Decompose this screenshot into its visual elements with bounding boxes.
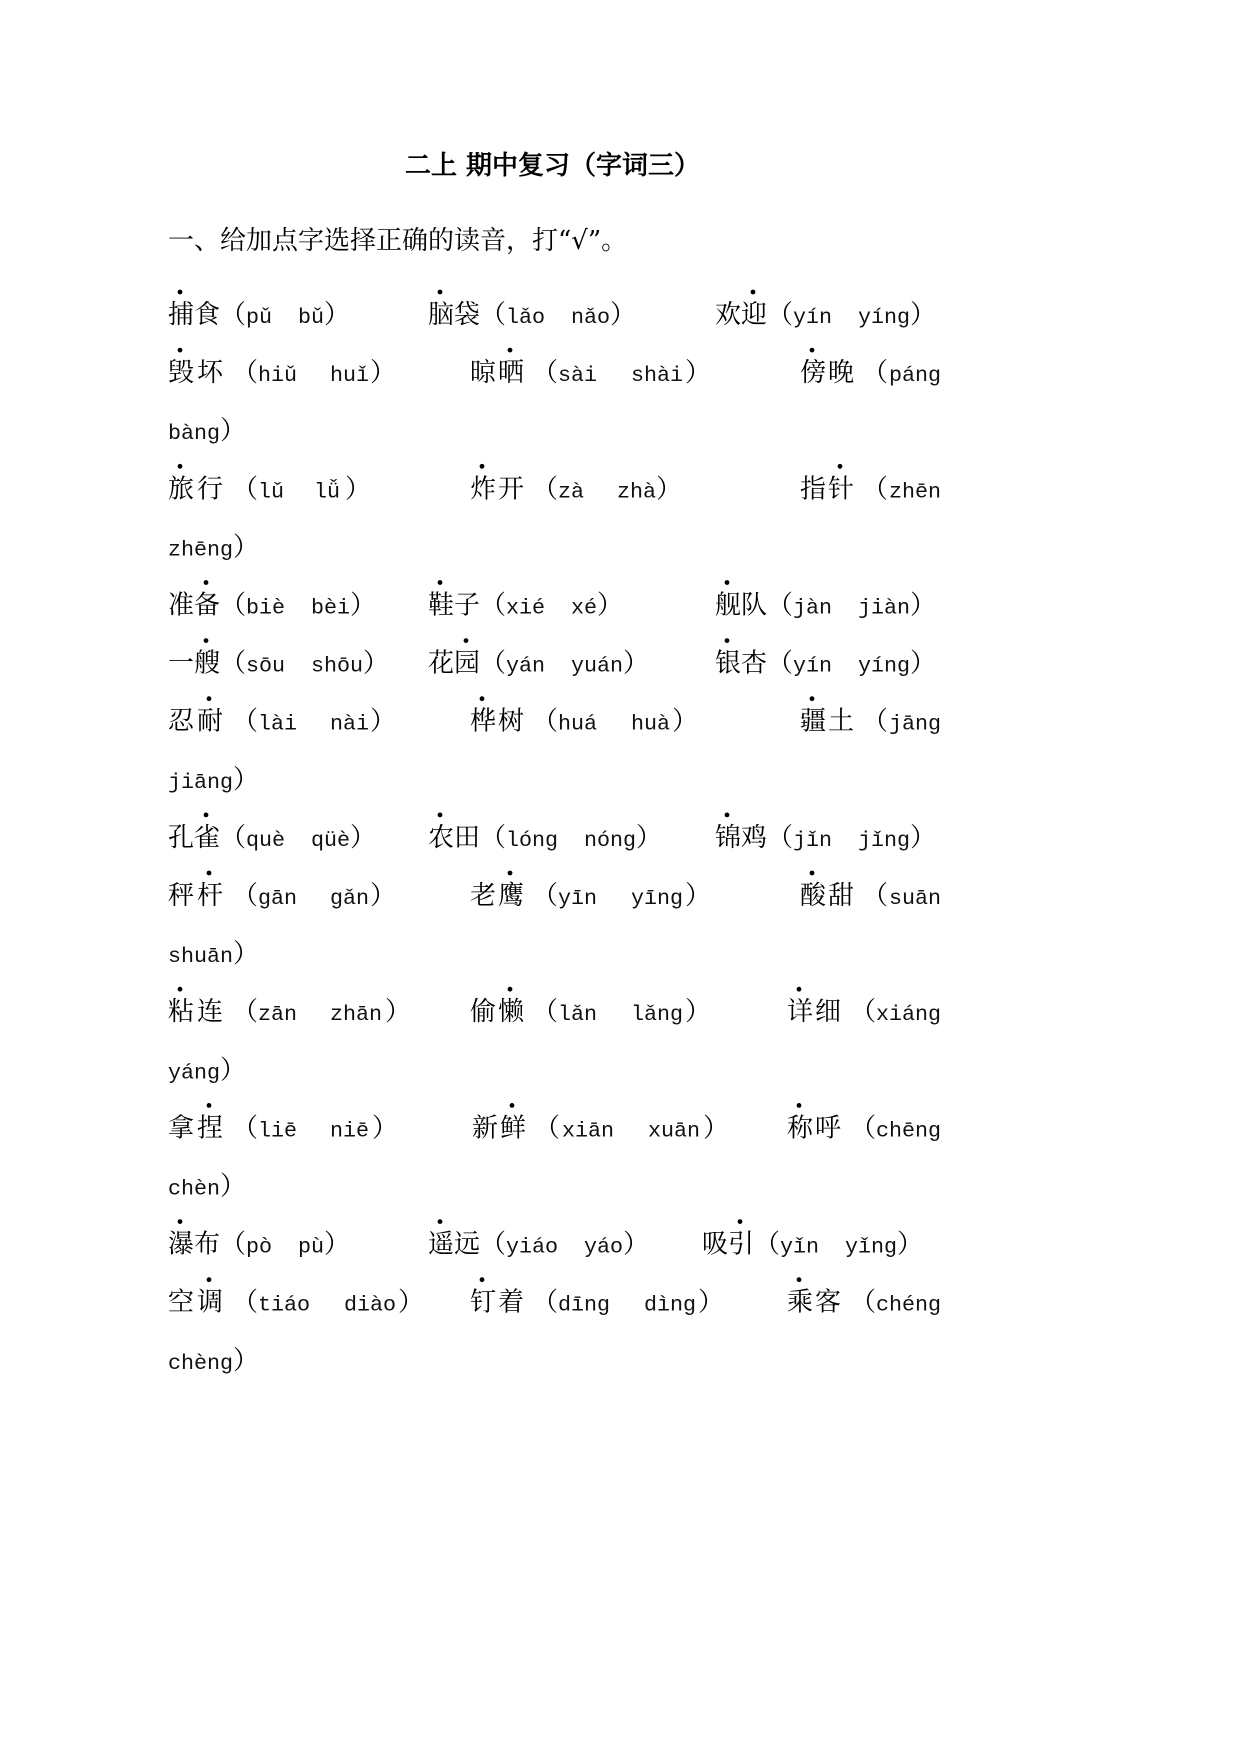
emphasis-dot: [438, 580, 443, 585]
pinyin-item: [470, 696, 698, 736]
paren-open: （: [532, 881, 559, 911]
pinyin-item: [428, 580, 623, 620]
pinyin-option: yuán: [571, 653, 624, 679]
emphasis-dot: [438, 813, 443, 818]
pinyin-option: dìng: [644, 1292, 697, 1318]
word-character: 远: [454, 1229, 481, 1260]
dotted-character: 园: [454, 648, 481, 679]
paren-close: ）: [597, 590, 624, 621]
paren-close: ）: [385, 997, 412, 1028]
dotted-character: 引: [728, 1229, 755, 1260]
word-character: 队: [741, 590, 768, 621]
pinyin-option: yáo: [584, 1234, 624, 1260]
pinyin-item: [428, 638, 649, 678]
emphasis-dot: [838, 464, 843, 469]
paren-open: （: [534, 1113, 561, 1144]
paren-close: ）: [233, 764, 260, 795]
pinyin-option: jǐn: [793, 827, 833, 853]
paren-close: ）: [897, 1229, 924, 1260]
pinyin-option: lǎn: [558, 1002, 598, 1028]
pinyin-option: páng: [889, 363, 942, 389]
pinyin-item: [168, 580, 376, 620]
word-character: 连: [197, 997, 224, 1028]
emphasis-dot: [508, 348, 513, 353]
paren-close: ）: [910, 590, 937, 621]
pinyin-option: chēng: [876, 1118, 942, 1144]
pinyin-option: jǐng: [858, 827, 911, 853]
emphasis-dot: [204, 580, 209, 585]
paren-close: ）: [350, 590, 377, 621]
word-character: 树: [498, 706, 525, 737]
pinyin-item: [470, 987, 711, 1027]
paren-open: （: [862, 706, 889, 737]
emphasis-dot: [810, 871, 815, 876]
pinyin-option: zà: [558, 479, 585, 505]
pinyin-item: [702, 1219, 923, 1259]
emphasis-dot: [797, 987, 802, 992]
paren-close: ）: [910, 822, 937, 853]
pinyin-option: sài: [558, 363, 598, 389]
paren-open: （: [232, 358, 259, 389]
word-character: 空: [168, 1287, 195, 1318]
pinyin-option: yíng: [858, 305, 911, 330]
paren-close: ）: [610, 300, 637, 330]
pinyin-option: niē: [330, 1118, 370, 1144]
paren-close: ）: [350, 822, 377, 853]
dotted-character: 耐: [197, 706, 224, 737]
pinyin-item: [715, 638, 936, 678]
pinyin-option: suān: [889, 886, 942, 911]
paren-close: ）: [324, 1229, 351, 1260]
paren-open: （: [232, 1287, 259, 1318]
paren-close: ）: [685, 358, 712, 389]
pinyin-option: jiāng: [168, 769, 234, 795]
paren-close: ）: [372, 1113, 399, 1144]
emphasis-dot: [204, 638, 209, 643]
dotted-character: 鹰: [498, 881, 525, 911]
emphasis-dot: [797, 1103, 802, 1108]
pinyin-option: xé: [571, 595, 598, 621]
paren-close: ）: [910, 300, 937, 330]
paren-open: （: [220, 1229, 247, 1260]
pinyin-option: nǎo: [571, 305, 611, 330]
paren-close: ）: [363, 648, 390, 679]
pinyin-option: bǔ: [298, 305, 325, 330]
emphasis-dot: [464, 638, 469, 643]
paren-open: （: [850, 1113, 877, 1144]
paren-open: （: [220, 822, 247, 853]
word-character: 老: [470, 881, 497, 911]
dotted-character: 遥: [428, 1229, 455, 1260]
pinyin-item: [470, 348, 711, 388]
dotted-character: 脑: [428, 300, 455, 330]
emphasis-dot: [508, 871, 513, 876]
paren-open: （: [532, 358, 559, 389]
paren-close: ）: [685, 997, 712, 1028]
dotted-character: 乘: [787, 1287, 814, 1318]
paren-close: ）: [370, 881, 397, 911]
dotted-character: 捕: [168, 300, 195, 330]
dotted-character: 鲜: [500, 1113, 527, 1144]
paren-open: （: [480, 822, 507, 853]
paren-close: ）: [910, 648, 937, 679]
word-character: 晚: [828, 358, 855, 389]
paren-open: （: [754, 1229, 781, 1260]
paren-close: ）: [623, 1229, 650, 1260]
pinyin-item: [715, 580, 936, 620]
dotted-character: 艘: [194, 648, 221, 679]
dotted-character: 农: [428, 822, 455, 853]
word-character: 新: [472, 1113, 499, 1144]
word-character: 行: [197, 474, 224, 505]
paren-open: （: [850, 997, 877, 1028]
pinyin-option: gǎn: [330, 886, 370, 911]
emphasis-dot: [207, 696, 212, 701]
pinyin-option: nóng: [584, 827, 637, 853]
pinyin-option: pù: [298, 1234, 325, 1260]
pinyin-option: jàn: [793, 595, 833, 621]
paren-close: ）: [698, 1287, 725, 1318]
word-character: 指: [800, 474, 827, 505]
pinyin-item: [428, 1219, 649, 1259]
emphasis-dot: [738, 1219, 743, 1224]
paren-close: ）: [220, 1171, 247, 1202]
pinyin-item: [168, 987, 411, 1027]
word-character: 花: [428, 648, 455, 679]
pinyin-item: [168, 813, 376, 853]
pinyin-option: yáng: [168, 1060, 221, 1086]
dotted-character: 杆: [197, 881, 224, 911]
pinyin-option: huá: [558, 711, 598, 737]
pinyin-option: pǔ: [246, 305, 273, 330]
pinyin-option: chéng: [876, 1292, 942, 1318]
pinyin-item: [168, 1219, 350, 1259]
dotted-character: 锦: [715, 822, 742, 853]
pinyin-option: sōu: [246, 653, 286, 679]
dotted-character: 钉: [470, 1287, 497, 1318]
pinyin-option: qüè: [311, 827, 351, 853]
emphasis-dot: [178, 987, 183, 992]
pinyin-option: diào: [344, 1292, 397, 1318]
emphasis-dot: [810, 696, 815, 701]
emphasis-dot: [178, 290, 183, 295]
paren-close: ）: [370, 706, 397, 737]
dotted-character: 舰: [715, 590, 742, 621]
pinyin-option: yán: [506, 653, 546, 679]
pinyin-option: lài: [258, 711, 298, 737]
pinyin-option: xiáng: [876, 1002, 942, 1028]
paren-close: ）: [324, 300, 351, 330]
word-character: 食: [194, 300, 221, 330]
pinyin-option: zhēng: [168, 537, 234, 563]
word-character: 准: [168, 590, 195, 621]
paren-open: （: [767, 590, 794, 621]
pinyin-option: chèng: [168, 1350, 234, 1376]
paren-close: ）: [685, 881, 712, 911]
dotted-character: 捏: [197, 1113, 224, 1144]
paren-open: （: [232, 997, 259, 1028]
word-character: 吸: [702, 1229, 729, 1260]
emphasis-dot: [725, 813, 730, 818]
word-character: 晾: [470, 358, 497, 389]
pinyin-option: xiān: [562, 1118, 615, 1144]
emphasis-dot: [480, 464, 485, 469]
dotted-character: 鞋: [428, 590, 455, 621]
pinyin-item: [470, 1277, 724, 1317]
emphasis-dot: [438, 1219, 443, 1224]
pinyin-option: tiáo: [258, 1292, 311, 1318]
word-character: 呼: [815, 1113, 842, 1144]
emphasis-dot: [797, 1277, 802, 1282]
pinyin-option: lǎng: [631, 1002, 684, 1028]
pinyin-option: xuān: [648, 1118, 701, 1144]
pinyin-option: shuān: [168, 944, 234, 970]
word-character: 秤: [168, 881, 195, 911]
emphasis-dot: [508, 987, 513, 992]
pinyin-item: [470, 464, 682, 504]
paren-close: ）: [398, 1287, 425, 1318]
word-character: 欢: [715, 300, 742, 330]
paren-open: （: [862, 881, 889, 911]
pinyin-item: [168, 290, 350, 330]
pinyin-option: yǐng: [845, 1234, 898, 1260]
pinyin-item: [168, 696, 396, 736]
pinyin-option: pò: [246, 1234, 273, 1260]
pinyin-option: yǐn: [780, 1234, 820, 1260]
paren-close: ）: [220, 1055, 247, 1086]
paren-open: （: [532, 474, 559, 505]
word-character: 袋: [454, 300, 481, 330]
paren-open: （: [220, 300, 247, 330]
pinyin-option: shài: [631, 363, 684, 389]
pinyin-option: chèn: [168, 1176, 221, 1202]
word-character: 布: [194, 1229, 221, 1260]
pinyin-item: [715, 290, 936, 330]
paren-close: ）: [636, 822, 663, 853]
dotted-character: 详: [787, 997, 814, 1028]
paren-open: （: [480, 1229, 507, 1260]
paren-open: （: [767, 648, 794, 679]
dotted-character: 旅: [168, 474, 195, 505]
emphasis-dot: [207, 1277, 212, 1282]
emphasis-dot: [480, 1277, 485, 1282]
pinyin-option: zhà: [617, 479, 657, 505]
pinyin-option: bàng: [168, 421, 221, 447]
pinyin-item: [168, 638, 389, 678]
word-character: 孔: [168, 822, 195, 853]
paren-close: ）: [623, 648, 650, 679]
pinyin-option: nài: [330, 711, 370, 737]
dotted-character: 懒: [498, 997, 525, 1028]
paren-open: （: [232, 706, 259, 737]
emphasis-dot: [178, 348, 183, 353]
pinyin-item: [428, 290, 636, 330]
word-character: 甜: [828, 881, 855, 911]
pinyin-option: dīng: [558, 1292, 611, 1318]
emphasis-dot: [725, 638, 730, 643]
pinyin-option: lǔ: [258, 479, 285, 505]
paren-open: （: [532, 1287, 559, 1318]
pinyin-option: zān: [258, 1002, 298, 1028]
pinyin-option: lóng: [506, 827, 559, 853]
dotted-character: 银: [715, 648, 742, 679]
word-character: 坏: [197, 358, 224, 389]
pinyin-item: [168, 1103, 398, 1143]
pinyin-option: shōu: [311, 653, 364, 679]
dotted-character: 晒: [498, 358, 525, 389]
paren-close: ）: [345, 474, 372, 505]
dotted-character: 毁: [168, 358, 195, 389]
pinyin-option: yíng: [858, 653, 911, 679]
emphasis-dot: [204, 813, 209, 818]
pinyin-option: lǎo: [506, 305, 546, 330]
emphasis-dot: [438, 290, 443, 295]
dotted-character: 酸: [800, 881, 827, 911]
pinyin-option: xié: [506, 595, 546, 621]
pinyin-option: jāng: [889, 711, 942, 737]
paren-open: （: [232, 1113, 259, 1144]
section-1-instruction: 一、给加点字选择正确的读音，打“√”。: [168, 226, 628, 256]
pinyin-option: yín: [793, 305, 833, 330]
paren-open: （: [862, 358, 889, 389]
pinyin-item: [168, 1277, 424, 1317]
pinyin-option: yīn: [558, 886, 598, 911]
word-character: 一: [168, 648, 195, 679]
emphasis-dot: [207, 871, 212, 876]
pinyin-option: huǐ: [330, 363, 370, 389]
dotted-character: 瀑: [168, 1229, 195, 1260]
pinyin-item: [428, 813, 662, 853]
dotted-character: 针: [828, 474, 855, 505]
paren-close: ）: [233, 532, 260, 563]
paren-close: ）: [672, 706, 699, 737]
emphasis-dot: [751, 290, 756, 295]
pinyin-option: liē: [258, 1118, 298, 1144]
paren-open: （: [532, 997, 559, 1028]
emphasis-dot: [178, 1219, 183, 1224]
worksheet-title: 二上 期中复习（字词三）: [405, 151, 701, 181]
paren-close: ）: [703, 1113, 730, 1144]
pinyin-option: yín: [793, 653, 833, 679]
pinyin-item: [470, 871, 711, 911]
paren-open: （: [232, 474, 259, 505]
word-character: 田: [454, 822, 481, 853]
dotted-character: 粘: [168, 997, 195, 1028]
pinyin-item-list: [168, 290, 941, 1376]
paren-open: （: [480, 648, 507, 679]
emphasis-dot: [178, 464, 183, 469]
dotted-character: 称: [787, 1113, 814, 1144]
dotted-character: 炸: [470, 474, 497, 505]
paren-close: ）: [233, 939, 260, 970]
pinyin-option: hiǔ: [258, 363, 298, 389]
paren-open: （: [767, 822, 794, 853]
pinyin-item: [472, 1103, 729, 1143]
word-character: 鸡: [741, 822, 768, 853]
emphasis-dot: [480, 696, 485, 701]
paren-close: ）: [220, 416, 247, 447]
paren-open: （: [850, 1287, 877, 1318]
emphasis-dot: [725, 580, 730, 585]
pinyin-item: [715, 813, 936, 853]
pinyin-item: [168, 464, 371, 504]
word-character: 杏: [741, 648, 768, 679]
pinyin-option: huà: [631, 711, 671, 737]
paren-open: （: [232, 881, 259, 911]
word-character: 土: [828, 706, 855, 737]
paren-close: ）: [370, 358, 397, 389]
pinyin-option: zhēn: [889, 479, 942, 505]
word-character: 拿: [168, 1113, 195, 1144]
pinyin-option: lǚ: [314, 479, 341, 505]
paren-close: ）: [233, 1345, 260, 1376]
emphasis-dot: [207, 1103, 212, 1108]
paren-close: ）: [656, 474, 683, 505]
emphasis-dot: [810, 348, 815, 353]
word-character: 忍: [168, 706, 195, 737]
paren-open: （: [767, 300, 794, 330]
pinyin-option: bèi: [311, 595, 351, 621]
pinyin-item: [168, 871, 396, 911]
paren-open: （: [862, 474, 889, 505]
word-character: 偷: [470, 997, 497, 1028]
pinyin-option: yiáo: [506, 1234, 559, 1260]
word-character: 细: [815, 997, 842, 1028]
dotted-character: 迎: [741, 300, 768, 330]
dotted-character: 桦: [470, 706, 497, 737]
paren-open: （: [220, 590, 247, 621]
word-character: 着: [498, 1287, 525, 1318]
pinyin-option: gān: [258, 886, 298, 911]
word-character: 子: [454, 590, 481, 621]
dotted-character: 雀: [194, 822, 221, 853]
pinyin-item: [168, 348, 396, 388]
pinyin-option: què: [246, 827, 286, 853]
paren-open: （: [220, 648, 247, 679]
dotted-character: 备: [194, 590, 221, 621]
paren-open: （: [532, 706, 559, 737]
word-character: 开: [498, 474, 525, 505]
dotted-character: 疆: [800, 706, 827, 737]
dotted-character: 调: [197, 1287, 224, 1318]
pinyin-option: yīng: [631, 886, 684, 911]
paren-open: （: [480, 300, 507, 330]
pinyin-option: biè: [246, 595, 286, 621]
dotted-character: 傍: [800, 358, 827, 389]
paren-open: （: [480, 590, 507, 621]
emphasis-dot: [510, 1103, 515, 1108]
word-character: 客: [815, 1287, 842, 1318]
pinyin-option: jiàn: [858, 595, 911, 621]
pinyin-option: zhān: [330, 1002, 383, 1028]
